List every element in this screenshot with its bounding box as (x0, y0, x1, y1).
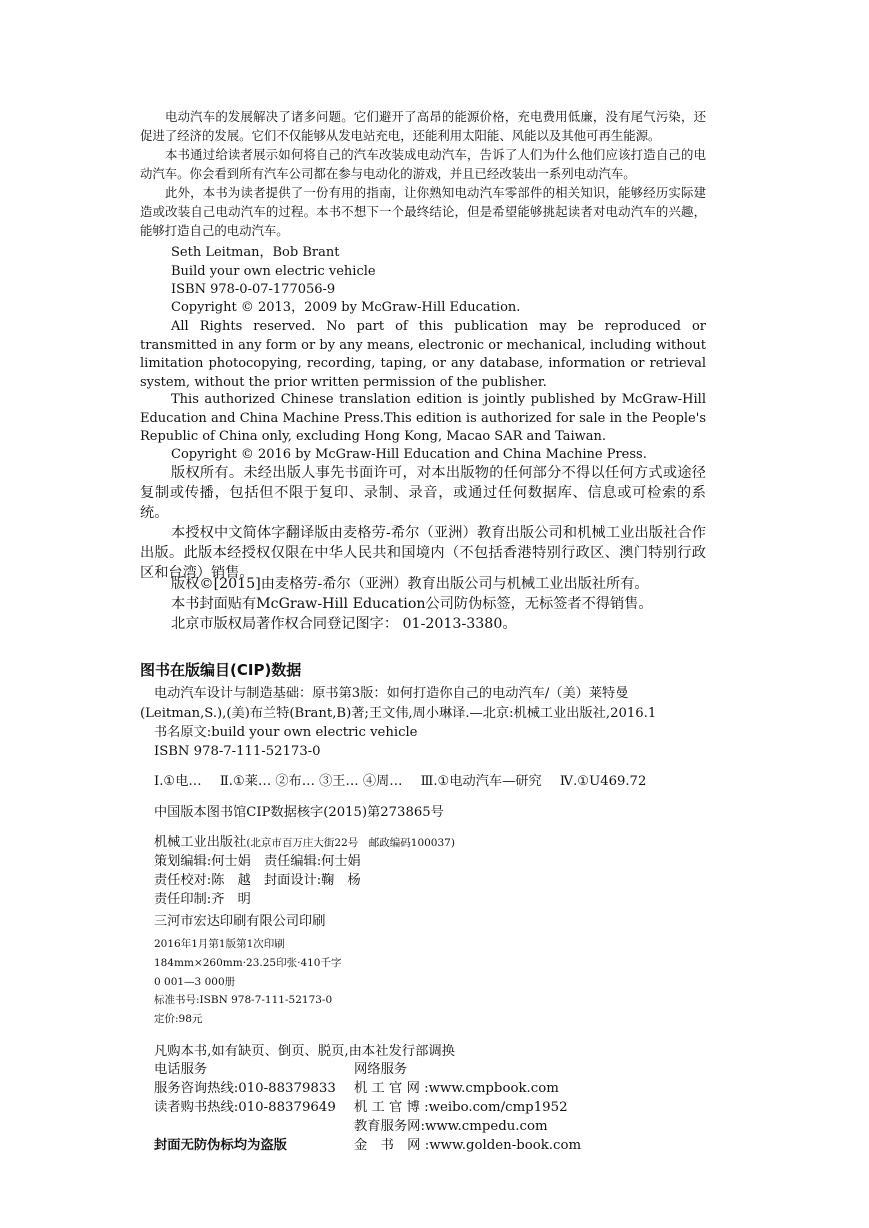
rights-cn-3: 版权©[2015]由麦格劳-希尔（亚洲）教育出版公司与机械工业出版社所有。 (171, 576, 649, 592)
spec-copies: 0 001—3 000册 (154, 976, 236, 988)
rights-en-3: Copyright © 2016 by McGraw-Hill Education and China Machine Press. (171, 447, 647, 462)
rights-cn-4: 本书封面贴有McGraw-Hill Education公司防伪标签，无标签者不得销售。 (171, 596, 653, 612)
rights-cn-1: 版权所有。未经出版人事先书面许可，对本出版物的任何部分不得以任何方式或途径复制或传播，包括但不限于复印、录制、录音，或通过任何数据库、信息或可检索的系统。 (140, 465, 706, 521)
service-row-3-right: 机 工 官 博 :weibo.com/cmp1952 (354, 1100, 568, 1115)
service-row-5 (154, 1136, 714, 1155)
service-row-2-right: 机 工 官 网 :www.cmpbook.com (354, 1081, 559, 1096)
rights-en-1: All Rights reserved. No part of this publication may be reproduced or transmitted in any form or by any means, electronic or mechanical, including without limitation photocopying, recording, taping, or any database, information or retrieval system, without the prior written permission of the publisher. (140, 319, 706, 390)
original-title: Build your own electric vehicle (171, 264, 376, 279)
service-row-5-right: 金 书 网 :www.golden-book.com (354, 1138, 582, 1153)
intro-paragraph-1: 电动汽车的发展解决了诸多问题。它们避开了高昂的能源价格，充电费用低廉，没有尾气污染，还促进了经济的发展。它们不仅能够从发电站充电，还能利用太阳能、风能以及其他可再生能源。 (140, 109, 706, 143)
publisher-line (154, 833, 455, 853)
intro-paragraph-2: 本书通过给读者展示如何将自己的汽车改装成电动汽车，告诉了人们为什么他们应该打造自己的电动汽车。你会看到所有汽车公司都在参与电动化的游戏，并且已经改装出一系列电动汽车。 (140, 147, 706, 181)
publisher-printing-lead: 责任印制:齐 明 (154, 892, 251, 907)
publisher-printer: 三河市宏达印刷有限公司印刷 (154, 914, 326, 929)
service-row-2-left: 服务咨询热线:010-88379833 (154, 1081, 336, 1096)
service-row-1-left: 电话服务 (154, 1062, 208, 1077)
cip-class-3: Ⅲ.①电动汽车—研究 (420, 774, 542, 789)
cip-heading: 图书在版编目(CIP)数据 (140, 661, 302, 679)
cip-isbn: ISBN 978-7-111-52173-0 (154, 744, 321, 759)
publisher-editors: 策划编辑:何士娟 责任编辑:何士娟 (154, 854, 361, 869)
cip-entry: 电动汽车设计与制造基础：原书第3版：如何打造你自己的电动汽车/（美）莱特曼(Leitman,S.),(美)布兰特(Brant,B)著;王文伟,周小琳译.—北京:机械工业出版社,2016.1 (140, 686, 657, 721)
cip-class-4: Ⅳ.①U469.72 (559, 774, 647, 789)
service-notice: 凡购本书,如有缺页、倒页、脱页,由本社发行部调换 (154, 1044, 455, 1059)
service-row-4-right: 教育服务网:www.cmpedu.com (354, 1119, 548, 1134)
spec-format: 184mm×260mm·23.25印张·410千字 (154, 957, 342, 969)
service-row-1-right: 网络服务 (354, 1062, 408, 1077)
original-isbn: ISBN 978-0-07-177056-9 (171, 282, 336, 297)
original-authors: Seth Leitman，Bob Brant (171, 245, 340, 260)
spec-edition: 2016年1月第1版第1次印刷 (154, 938, 285, 950)
service-row-5-left: 封面无防伪标均为盗版 (154, 1138, 287, 1153)
publisher-address: (北京市百万庄大街22号 邮政编码100037) (246, 837, 455, 849)
spec-price: 定价:98元 (154, 1013, 203, 1025)
rights-cn-2: 本授权中文简体字翻译版由麦格劳-希尔（亚洲）教育出版公司和机械工业出版社合作出版。此版本经授权仅限在中华人民共和国境内（不包括香港特别行政区、澳门特别行政区和台湾）销售。 (140, 525, 706, 581)
rights-en-2: This authorized Chinese translation edition is jointly published by McGraw-Hill Education and China Machine Press.This edition is authorized for sale in the People's Republic of China only, excluding Hong Kong, Macao SAR and Taiwan. (140, 392, 706, 444)
original-copyright: Copyright © 2013，2009 by McGraw-Hill Education. (171, 300, 521, 315)
intro-paragraph-3: 此外，本书为读者提供了一份有用的指南，让你熟知电动汽车零部件的相关知识，能够经历实际建造或改装自己电动汽车的过程。本书不想下一个最终结论，但是希望能够挑起读者对电动汽车的兴趣，能够打造自己的电动汽车。 (140, 185, 706, 238)
service-row-2 (154, 1079, 714, 1098)
cip-original-title: 书名原文:build your own electric vehicle (154, 725, 418, 740)
service-row-3-left: 读者购书热线:010-88379649 (154, 1100, 336, 1115)
spec-isbn: 标准书号:ISBN 978-7-111-52173-0 (154, 994, 333, 1006)
rights-cn-5: 北京市版权局著作权合同登记图字： 01-2013-3380。 (171, 616, 517, 632)
cip-class-1: Ⅰ.①电… (154, 774, 202, 789)
cip-class-2: Ⅱ.①莱… ②布… ③王… ④周… (219, 774, 403, 789)
service-row-3 (154, 1098, 714, 1117)
publisher-name: 机械工业出版社 (154, 835, 247, 850)
cip-classification (154, 772, 660, 792)
cip-number: 中国版本图书馆CIP数据核字(2015)第273865号 (154, 805, 444, 820)
service-row-1 (154, 1060, 714, 1079)
publisher-proof: 责任校对:陈 越 封面设计:鞠 杨 (154, 873, 361, 888)
